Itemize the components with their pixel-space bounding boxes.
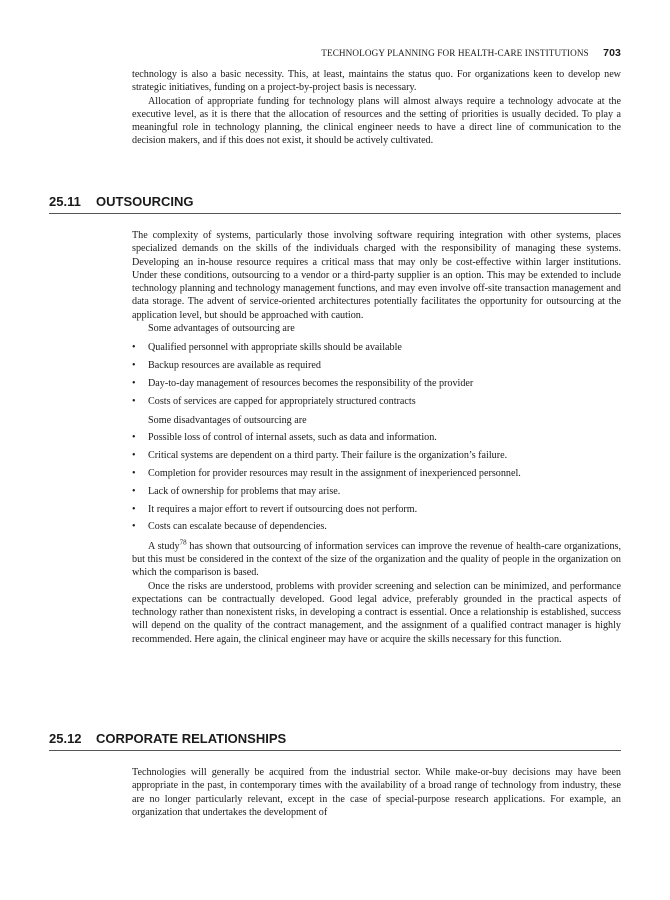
list-item: • Lack of ownership for problems that may arise. <box>132 485 621 498</box>
section-number: 25.11 <box>49 194 81 209</box>
list-item: • Critical systems are dependent on a third party. Their failure is the organization’s failure. <box>132 449 621 462</box>
study-lead: A study <box>148 540 180 552</box>
list-item: • Qualified personnel with appropriate skills should be available <box>132 341 621 354</box>
section-number: 25.12 <box>49 731 82 746</box>
list-item: • Backup resources are available as required <box>132 359 621 372</box>
intro-text <box>132 68 621 148</box>
section-heading-outsourcing <box>49 194 621 214</box>
list-item: • It requires a major effort to revert if outsourcing does not perform. <box>132 503 621 516</box>
section-title: OUTSOURCING <box>96 194 194 209</box>
list-item: • Day-to-day management of resources becomes the responsibility of the provider <box>132 377 621 390</box>
disadvantages-intro: Some disadvantages of outsourcing are <box>148 415 307 427</box>
outsourcing-body <box>132 229 621 646</box>
intro-paragraph-2: Allocation of appropriate funding for technology plans will almost always require a technology advocate at the executive level, as it is there that the allocation of resources and the setting of priorities is usually decided. To play a meaningful role in technology planning, the clinical engineer needs to have a direct line of communication to the decision makers, and if this does not exist, it should be actively cultivated. <box>132 95 621 147</box>
section-title: CORPORATE RELATIONSHIPS <box>96 731 287 746</box>
list-item: • Costs of services are capped for appropriately structured contracts <box>132 395 621 408</box>
page-number: 703 <box>603 47 621 59</box>
intro-paragraph-1: technology is also a basic necessity. This, at least, maintains the status quo. For organizations keen to develop new strategic initiatives, funding on a project-by-project basis is necessary. <box>132 69 621 94</box>
section-heading-corporate-relationships <box>49 731 621 751</box>
running-title: TECHNOLOGY PLANNING FOR HEALTH-CARE INSTITUTIONS <box>321 48 589 58</box>
running-header <box>321 47 621 59</box>
list-item: • Completion for provider resources may result in the assignment of inexperienced personnel. <box>132 467 621 480</box>
corporate-body <box>132 766 621 819</box>
risks-paragraph: Once the risks are understood, problems with provider screening and selection can be minimized, and performance expectations can be contractually developed. Good legal advice, preferably grounded in the practical aspects of technology rather than nonexistent risks, in developing a contract is essential. Once a relationship is established, success will depend on the quality of the contract management, and the assignment of a qualified contract manager is highly recommended. Here again, the clinical engineer may have or acquire the skills necessary for this function. <box>132 580 621 645</box>
advantages-list <box>132 341 621 408</box>
list-item: • Costs can escalate because of dependencies. <box>132 520 621 533</box>
study-paragraph <box>132 540 621 580</box>
corporate-paragraph-1: Technologies will generally be acquired from the industrial sector. While make-or-buy decisions may have been appropriate in the past, in contemporary times with the availability of a broad range of technology from industry, these are no longer particularly relevant, except in the case of special-purpose research applications. For example, an organization that undertakes the development of <box>132 767 621 818</box>
list-item: • Possible loss of control of internal assets, such as data and information. <box>132 431 621 444</box>
study-rest: has shown that outsourcing of information services can improve the revenue of health-care organizations, but this must be considered in the context of the size of the organization and the quality of people in the organization on which the comparison is based. <box>132 540 621 579</box>
footnote-reference: 78 <box>179 538 187 547</box>
outsourcing-paragraph-1: The complexity of systems, particularly those involving software requiring integration with other systems, places specialized demands on the skills of the individuals charged with the responsibility of managing these systems. Developing an in-house resource requires a critical mass that may only be cost-effective within larger institutions. Under these conditions, outsourcing to a vendor or a third-party supplier is an option. This may be extended to include technology planning and technology management functions, and may even involve off-site transaction management and data storage. The advent of service-oriented architectures potentially facilitates the opportunity for outsourcing at the application level, but should be approached with caution. <box>132 230 621 321</box>
advantages-intro: Some advantages of outsourcing are <box>148 323 295 335</box>
disadvantages-list <box>132 431 621 533</box>
